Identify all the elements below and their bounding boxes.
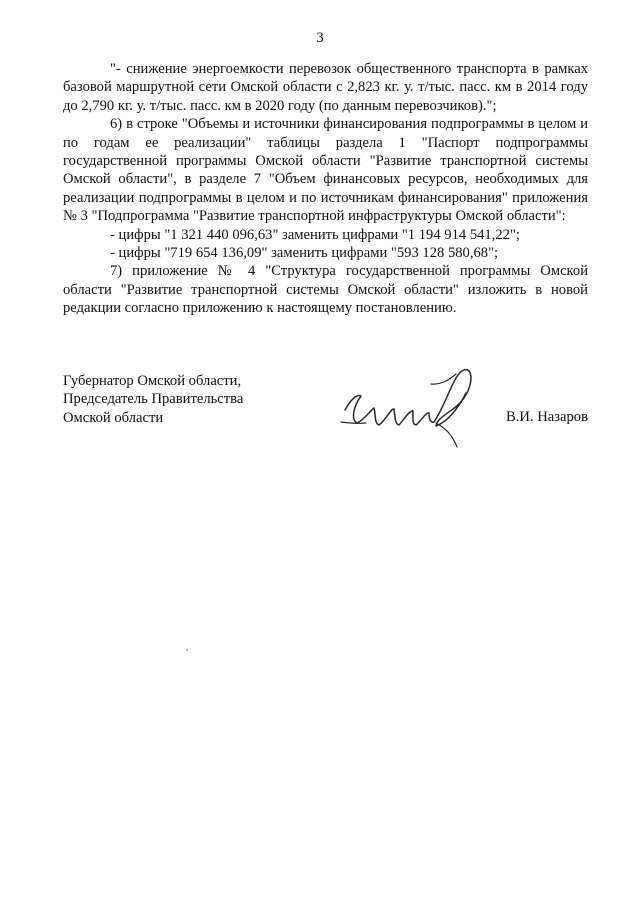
paragraph-energy-intensity: "- снижение энергоемкости перевозок общественного транспорта в рамках базовой маршрутной сети Омской области с 2,823 кг. у. т/тыс. пасс. км в 2014 году до 2,790 кг. у. т/тыс. пасс. км в 2020 году (по данным перевозчиков)."; bbox=[63, 61, 588, 114]
signer-name: В.И. Назаров bbox=[506, 409, 588, 425]
paragraph-item-7: 7) приложение № 4 "Структура государственной программы Омской области "Развитие транспортной системы Омской области" изложить в новой редакции согласно приложению к настоящему постановлению. bbox=[63, 263, 588, 317]
paragraph-first-replacement: - цифры "1 321 440 096,63" заменить цифрами "1 194 914 541,22"; bbox=[110, 226, 520, 243]
paragraph-item-6: 6) в строке "Объемы и источники финансирования подпрограммы в целом и по годам ее реализации" таблицы раздела 1 "Паспорт подпрограммы государственной программы Омской области "Развитие транспортной системы Омской области", в разделе 7 "Объем финансовых ресурсов, необходимых для реализации подпрограммы в целом и по источникам финансирования" приложения № 3 "Подпрограмма "Развитие транспортной инфраструктуры Омской области": bbox=[63, 116, 588, 225]
signature-stroke-main bbox=[345, 370, 471, 426]
paper-speck bbox=[186, 649, 188, 651]
signature-block bbox=[63, 372, 588, 462]
signer-title: Губернатор Омской области, Председатель Правительства Омской области bbox=[63, 373, 244, 426]
page-number: 3 bbox=[316, 30, 324, 46]
document-body bbox=[63, 60, 588, 318]
paragraph-second-replacement: - цифры "719 654 136,09" заменить цифрами "593 128 580,68"; bbox=[110, 245, 499, 262]
signature-graphic bbox=[333, 362, 503, 457]
signature-stroke-secondary bbox=[341, 374, 457, 447]
